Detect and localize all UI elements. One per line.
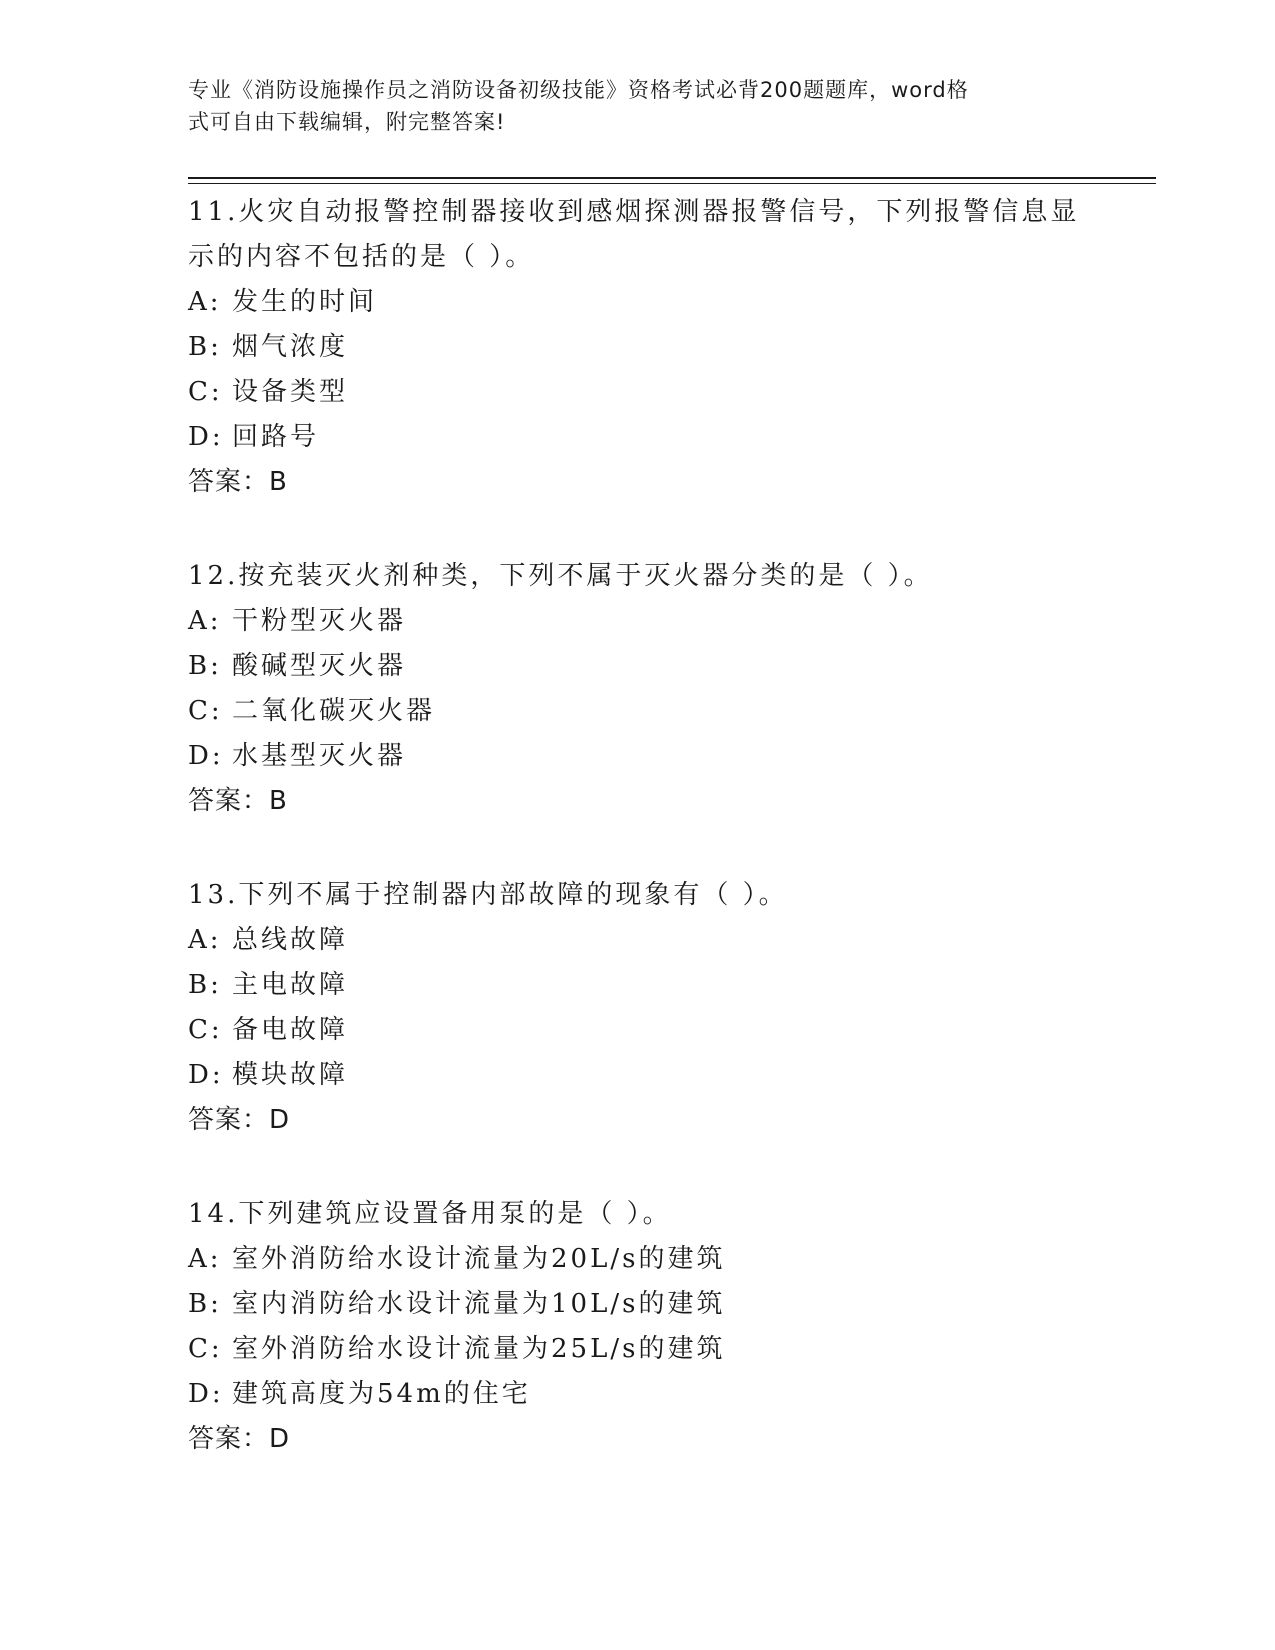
option-text: 备电故障 (232, 1015, 349, 1045)
option-d (188, 415, 1088, 460)
question-14 (188, 1192, 1088, 1462)
option-c (188, 1327, 1088, 1372)
option-text: 模块故障 (232, 1060, 349, 1090)
option-c (188, 1008, 1088, 1053)
question-stem: 12.按充装灭火剂种类，下列不属于灭火器分类的是（ ）。 (188, 561, 933, 591)
header-divider-thick (188, 177, 1156, 179)
option-text: 干粉型灭火器 (232, 606, 407, 636)
option-letter: A: (188, 606, 222, 636)
header-line-1: 专业《消防设施操作员之消防设备初级技能》资格考试必背200题题库，word格 (188, 78, 969, 102)
option-text: 二氧化碳灭火器 (232, 696, 436, 726)
option-d (188, 734, 1088, 779)
option-letter: C: (188, 1015, 223, 1045)
option-letter: C: (188, 377, 223, 407)
answer-line: 答案：D (188, 1105, 291, 1135)
question-stem: 13.下列不属于控制器内部故障的现象有（ ）。 (188, 880, 788, 910)
answer-line: 答案：B (188, 467, 288, 497)
option-letter: D: (188, 1060, 224, 1090)
question-stem: 14.下列建筑应设置备用泵的是（ ）。 (188, 1199, 672, 1229)
option-letter: C: (188, 1334, 223, 1364)
option-a (188, 280, 1088, 325)
option-text: 酸碱型灭火器 (232, 651, 407, 681)
option-text: 建筑高度为54m的住宅 (232, 1379, 531, 1409)
header-line-2: 式可自由下载编辑，附完整答案! (188, 110, 506, 134)
question-11 (188, 190, 1088, 505)
question-13 (188, 873, 1088, 1143)
option-letter: B: (188, 1289, 222, 1319)
option-a (188, 1237, 1088, 1282)
option-c (188, 370, 1088, 415)
option-b (188, 325, 1088, 370)
option-letter: B: (188, 332, 222, 362)
option-letter: C: (188, 696, 223, 726)
option-text: 主电故障 (232, 970, 349, 1000)
option-text: 水基型灭火器 (232, 741, 407, 771)
question-list (188, 190, 1088, 1511)
option-a (188, 599, 1088, 644)
option-d (188, 1372, 1088, 1417)
option-c (188, 689, 1088, 734)
question-stem: 11.火灾自动报警控制器接收到感烟探测器报警信号，下列报警信息显 (188, 197, 1080, 227)
option-text: 总线故障 (232, 925, 349, 955)
option-letter: D: (188, 1379, 224, 1409)
option-text: 设备类型 (232, 377, 349, 407)
header-divider-thin (188, 183, 1156, 184)
option-letter: B: (188, 651, 222, 681)
option-letter: A: (188, 925, 222, 955)
option-text: 烟气浓度 (232, 332, 349, 362)
option-text: 室外消防给水设计流量为25L/s的建筑 (232, 1334, 726, 1364)
document-header (188, 74, 1068, 138)
option-text: 发生的时间 (232, 287, 378, 317)
answer-line: 答案：D (188, 1424, 291, 1454)
question-12 (188, 554, 1088, 824)
answer-line: 答案：B (188, 786, 288, 816)
option-d (188, 1053, 1088, 1098)
question-stem-continued: 示的内容不包括的是（ ）。 (188, 242, 535, 272)
option-letter: A: (188, 1244, 222, 1274)
option-letter: B: (188, 970, 222, 1000)
option-text: 室外消防给水设计流量为20L/s的建筑 (232, 1244, 726, 1274)
option-b (188, 963, 1088, 1008)
option-letter: A: (188, 287, 222, 317)
option-b (188, 644, 1088, 689)
option-letter: D: (188, 422, 224, 452)
option-a (188, 918, 1088, 963)
option-text: 室内消防给水设计流量为10L/s的建筑 (232, 1289, 726, 1319)
option-text: 回路号 (232, 422, 320, 452)
option-b (188, 1282, 1088, 1327)
option-letter: D: (188, 741, 224, 771)
